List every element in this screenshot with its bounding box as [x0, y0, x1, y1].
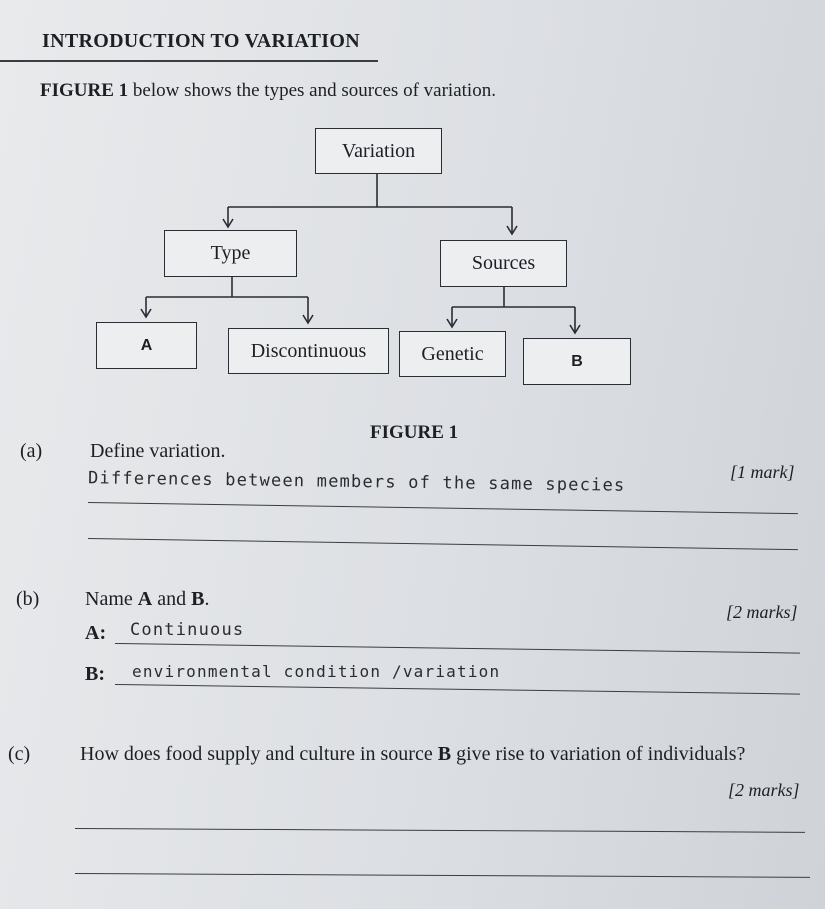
question-b-marks	[726, 602, 798, 623]
question-b-marks-text: [2 marks]	[726, 602, 798, 622]
answer-b-a-text: Continuous	[130, 620, 245, 640]
answer-line-c1	[75, 828, 805, 833]
intro-text: below shows the types and sources of variation.	[128, 80, 496, 101]
question-a-answer: Differences between members of the same species	[87, 468, 626, 496]
intro-figure-ref: FIGURE 1	[40, 80, 129, 101]
answer-b-b-text: environmental condition /variation	[132, 662, 501, 681]
question-a-text: Define variation.	[90, 440, 226, 462]
answer-b-a-prefix: A:	[85, 622, 107, 644]
answer-b-b-prefix: B:	[85, 663, 105, 685]
question-c-text-bold: B	[437, 743, 452, 765]
genetic-box: Genetic	[399, 331, 506, 377]
question-c-text-part2: give rise to variation of individuals?	[451, 743, 746, 765]
b-box: B	[523, 338, 631, 385]
question-b-label: (b)	[16, 588, 40, 610]
sources-box: Sources	[440, 240, 567, 287]
question-a-marks	[730, 462, 795, 483]
a-box: A	[96, 322, 197, 369]
question-b-text: Name A and B.	[85, 588, 210, 610]
variation-box: Variation	[315, 128, 442, 174]
figure-caption: FIGURE 1	[370, 422, 459, 443]
type-box: Type	[164, 230, 297, 277]
answer-line-c2	[75, 873, 810, 878]
answer-line-b2	[115, 684, 800, 695]
question-c-text-part1: How does food supply and culture in source	[80, 743, 438, 765]
question-a-label: (a)	[20, 440, 43, 462]
answer-line-a2	[88, 538, 798, 550]
question-c-text	[80, 743, 745, 766]
discontinuous-box: Discontinuous	[228, 328, 389, 374]
answer-line-b1	[115, 643, 800, 654]
question-c-marks-text: [2 marks]	[728, 780, 800, 800]
page-heading: INTRODUCTION TO VARIATION	[42, 30, 360, 52]
answer-line-a1	[88, 502, 798, 514]
question-a-marks-text: [1 mark]	[730, 462, 795, 482]
question-c-marks	[728, 780, 800, 801]
question-c-label: (c)	[8, 743, 31, 765]
